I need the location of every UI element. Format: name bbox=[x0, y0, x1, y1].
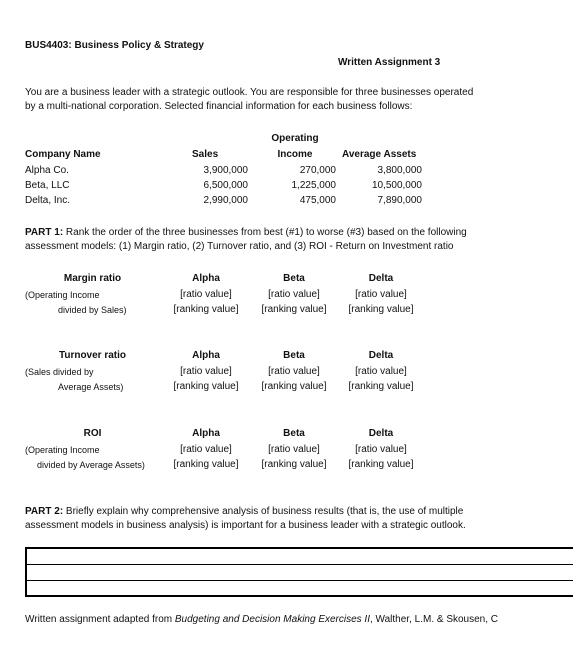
beta-ratio-value: [ratio value] bbox=[268, 289, 320, 300]
course-title: BUS4403: Business Policy & Strategy bbox=[25, 40, 204, 51]
footer-prefix: Written assignment adapted from bbox=[25, 614, 175, 625]
assets-value: 7,890,000 bbox=[377, 195, 422, 206]
company-name: Alpha Co. bbox=[25, 165, 69, 176]
model-description-line-1: (Operating Income bbox=[25, 445, 100, 455]
answer-line bbox=[25, 580, 573, 581]
col-company-name: Company Name bbox=[25, 149, 101, 160]
sales-value: 6,500,000 bbox=[203, 180, 248, 191]
model-title: ROI bbox=[83, 428, 102, 439]
company-name: Beta, LLC bbox=[25, 180, 70, 191]
income-value: 475,000 bbox=[299, 195, 336, 206]
alpha-ratio-value: [ratio value] bbox=[180, 366, 232, 377]
answer-box-bottom-border bbox=[25, 595, 573, 597]
beta-ranking-value: [ranking value] bbox=[261, 381, 327, 392]
model-description-line-2: divided by Sales) bbox=[58, 305, 127, 315]
beta-header: Beta bbox=[283, 428, 305, 439]
beta-ranking-value: [ranking value] bbox=[261, 459, 327, 470]
model-description-line-2: divided by Average Assets) bbox=[37, 460, 145, 470]
footer-attribution bbox=[25, 614, 498, 625]
assets-value: 10,500,000 bbox=[371, 180, 422, 191]
alpha-ranking-value: [ranking value] bbox=[173, 304, 239, 315]
delta-ranking-value: [ranking value] bbox=[348, 304, 414, 315]
alpha-header: Alpha bbox=[192, 273, 220, 284]
col-operating-income-line1: Operating bbox=[271, 133, 319, 144]
col-operating-income-line2: Income bbox=[277, 149, 313, 160]
delta-header: Delta bbox=[368, 273, 394, 284]
part2-instructions-line-1 bbox=[25, 506, 463, 517]
beta-ratio-value: [ratio value] bbox=[268, 366, 320, 377]
col-sales: Sales bbox=[192, 149, 219, 160]
sales-value: 2,990,000 bbox=[203, 195, 248, 206]
part2-instructions-line-2: assessment models in business analysis) is important for a business leader with a strategic outlook. bbox=[25, 520, 466, 531]
footer-book-title: Budgeting and Decision Making Exercises II bbox=[174, 614, 370, 625]
part1-text: Rank the order of the three businesses from best (#1) to worse (#3) based on the following bbox=[63, 227, 467, 238]
answer-box-top-border bbox=[25, 547, 573, 549]
part1-label: PART 1: bbox=[25, 227, 64, 238]
sales-value: 3,900,000 bbox=[203, 165, 248, 176]
delta-ratio-value: [ratio value] bbox=[355, 289, 407, 300]
delta-ranking-value: [ranking value] bbox=[348, 459, 414, 470]
delta-ratio-value: [ratio value] bbox=[355, 366, 407, 377]
answer-box-left-border bbox=[25, 547, 27, 597]
alpha-header: Alpha bbox=[192, 350, 220, 361]
alpha-ratio-value: [ratio value] bbox=[180, 444, 232, 455]
part2-label: PART 2: bbox=[25, 506, 64, 517]
model-description-line-1: (Sales divided by bbox=[25, 367, 94, 377]
alpha-ranking-value: [ranking value] bbox=[173, 381, 239, 392]
delta-header: Delta bbox=[368, 350, 394, 361]
model-title: Turnover ratio bbox=[58, 350, 127, 361]
model-description-line-2: Average Assets) bbox=[58, 382, 124, 392]
delta-ranking-value: [ranking value] bbox=[348, 381, 414, 392]
footer-suffix: , Walther, L.M. & Skousen, C bbox=[370, 614, 499, 625]
beta-header: Beta bbox=[283, 350, 305, 361]
part1-instructions-line-2: assessment models: (1) Margin ratio, (2) Turnover ratio, and (3) ROI - Return on Investment ratio bbox=[25, 241, 454, 252]
model-title: Margin ratio bbox=[63, 273, 122, 284]
intro-line-1: You are a business leader with a strategic outlook. You are responsible for three businesses operated bbox=[25, 87, 474, 98]
part2-text: Briefly explain why comprehensive analysis of business results (that is, the use of multiple bbox=[63, 506, 464, 517]
model-description-line-1: (Operating Income bbox=[25, 290, 100, 300]
beta-ratio-value: [ratio value] bbox=[268, 444, 320, 455]
company-name: Delta, Inc. bbox=[25, 195, 71, 206]
beta-ranking-value: [ranking value] bbox=[261, 304, 327, 315]
answer-line bbox=[25, 564, 573, 565]
income-value: 270,000 bbox=[299, 165, 336, 176]
assignment-title: Written Assignment 3 bbox=[338, 57, 441, 68]
intro-line-2: by a multi-national corporation. Selected financial information for each business follows: bbox=[25, 101, 413, 112]
alpha-ratio-value: [ratio value] bbox=[180, 289, 232, 300]
alpha-ranking-value: [ranking value] bbox=[173, 459, 239, 470]
assets-value: 3,800,000 bbox=[377, 165, 422, 176]
col-average-assets: Average Assets bbox=[342, 149, 417, 160]
delta-ratio-value: [ratio value] bbox=[355, 444, 407, 455]
part1-instructions-line-1 bbox=[25, 227, 467, 238]
beta-header: Beta bbox=[283, 273, 305, 284]
delta-header: Delta bbox=[368, 428, 394, 439]
income-value: 1,225,000 bbox=[291, 180, 336, 191]
alpha-header: Alpha bbox=[192, 428, 220, 439]
